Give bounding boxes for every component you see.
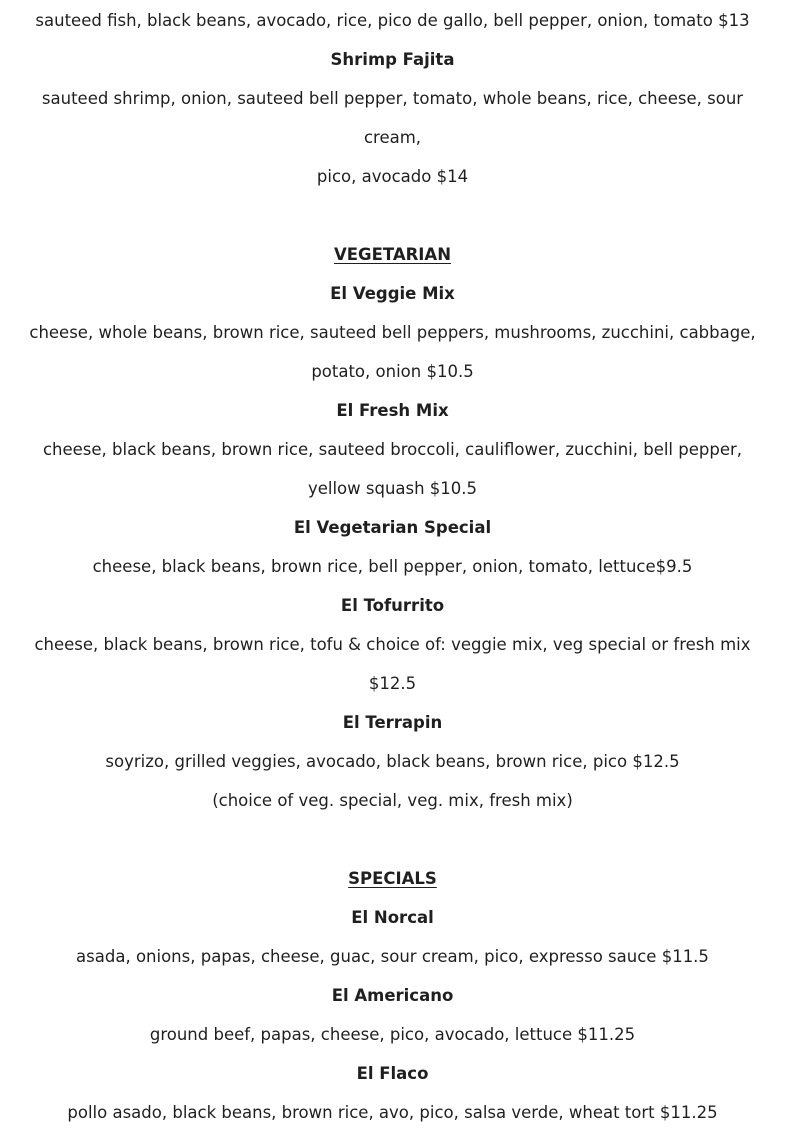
flaco-description: pollo asado, black beans, brown rice, avo, pico, salsa verde, wheat tort $11.25	[67, 1103, 718, 1122]
vegetarian-heading: VEGETARIAN	[333, 245, 452, 264]
terrapin-description-line-2: (choice of veg. special, veg. mix, fresh mix)	[212, 791, 573, 810]
tofurrito-description-line-2: $12.5	[368, 674, 417, 693]
americano-description: ground beef, papas, cheese, pico, avocado, lettuce $11.25	[149, 1025, 636, 1044]
shrimp-fajita-description-line-2: cream,	[363, 128, 422, 147]
tofurrito-description-line-1: cheese, black beans, brown rice, tofu & choice of: veggie mix, veg special or fresh mix	[34, 635, 751, 654]
shrimp-fajita-description-line-1: sauteed shrimp, onion, sauteed bell pepper, tomato, whole beans, rice, cheese, sour	[41, 89, 744, 108]
flaco-name: El Flaco	[356, 1064, 429, 1083]
shrimp-fajita-name: Shrimp Fajita	[330, 50, 455, 69]
norcal-description: asada, onions, papas, cheese, guac, sour cream, pico, expresso sauce $11.5	[76, 947, 709, 966]
veggie-mix-description-line-2: potato, onion $10.5	[311, 362, 474, 381]
americano-name: El Americano	[331, 986, 454, 1005]
veggie-mix-name: El Veggie Mix	[330, 284, 455, 303]
specials-heading: SPECIALS	[348, 869, 437, 888]
tofurrito-name: El Tofurrito	[340, 596, 445, 615]
fresh-mix-name: El Fresh Mix	[336, 401, 449, 420]
fresh-mix-description-line-2: yellow squash $10.5	[307, 479, 478, 498]
veggie-mix-description-line-1: cheese, whole beans, brown rice, sauteed bell peppers, mushrooms, zucchini, cabbage,	[29, 323, 756, 342]
shrimp-fajita-description-line-3: pico, avocado $14	[316, 167, 469, 186]
vegetarian-special-description: cheese, black beans, brown rice, bell pepper, onion, tomato, lettuce$9.5	[92, 557, 693, 576]
fresh-mix-description-line-1: cheese, black beans, brown rice, sauteed broccoli, cauliflower, zucchini, bell pepper,	[42, 440, 743, 459]
vegetarian-special-name: El Vegetarian Special	[293, 518, 492, 537]
terrapin-name: El Terrapin	[342, 713, 443, 732]
fish-item-description: sauteed fish, black beans, avocado, rice, pico de gallo, bell pepper, onion, tomato $13	[35, 11, 750, 30]
terrapin-description-line-1: soyrizo, grilled veggies, avocado, black beans, brown rice, pico $12.5	[105, 752, 680, 771]
norcal-name: El Norcal	[351, 908, 434, 927]
